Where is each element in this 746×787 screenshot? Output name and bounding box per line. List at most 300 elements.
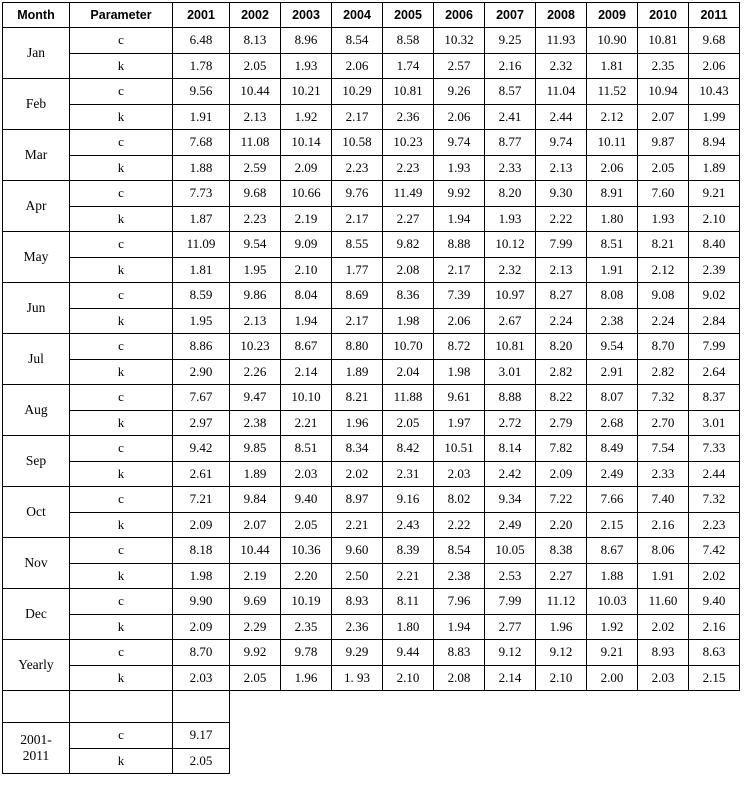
value-cell: 9.76	[332, 181, 383, 207]
header-year: 2001	[173, 3, 230, 28]
value-cell: 8.67	[587, 538, 638, 564]
value-cell: 2.22	[434, 512, 485, 538]
value-cell: 2.03	[638, 665, 689, 691]
value-cell: 2.35	[638, 53, 689, 79]
value-cell: 2.33	[638, 461, 689, 487]
value-cell: 2.08	[383, 257, 434, 283]
value-cell: 9.68	[230, 181, 281, 207]
value-cell: 11.93	[536, 28, 587, 54]
blank-cell	[689, 748, 740, 774]
value-cell: 9.78	[281, 640, 332, 666]
value-cell: 9.26	[434, 79, 485, 105]
month-cell: Yearly	[3, 640, 70, 691]
month-cell: Mar	[3, 130, 70, 181]
month-cell: Feb	[3, 79, 70, 130]
value-cell: 2.08	[434, 665, 485, 691]
value-cell: 8.34	[332, 436, 383, 462]
value-cell: 2.32	[485, 257, 536, 283]
value-cell: 2.05	[230, 665, 281, 691]
value-cell: 8.96	[281, 28, 332, 54]
value-cell: 8.22	[536, 385, 587, 411]
value-cell: 2.06	[434, 308, 485, 334]
value-cell: 1.97	[434, 410, 485, 436]
blank-cell	[332, 723, 383, 749]
header-row	[3, 3, 740, 28]
value-cell: 9.54	[230, 232, 281, 258]
value-cell: 2.67	[485, 308, 536, 334]
value-cell: 7.33	[689, 436, 740, 462]
value-cell: 2.09	[173, 614, 230, 640]
value-cell: 2.27	[536, 563, 587, 589]
value-cell: 9.44	[383, 640, 434, 666]
value-cell: 1.93	[638, 206, 689, 232]
value-cell: 1.81	[173, 257, 230, 283]
value-cell: 8.20	[536, 334, 587, 360]
value-cell: 9.40	[689, 589, 740, 615]
blank-cell	[281, 748, 332, 774]
value-cell: 9.82	[383, 232, 434, 258]
value-cell: 8.21	[638, 232, 689, 258]
parameter-cell: k	[70, 748, 173, 774]
header-parameter: Parameter	[70, 3, 173, 28]
table-row	[3, 104, 740, 130]
value-cell: 2.23	[689, 512, 740, 538]
value-cell: 2.36	[332, 614, 383, 640]
table-row	[3, 181, 740, 207]
value-cell: 8.55	[332, 232, 383, 258]
value-cell: 2.39	[689, 257, 740, 283]
value-cell: 2.33	[485, 155, 536, 181]
value-cell: 10.05	[485, 538, 536, 564]
value-cell: 1.89	[332, 359, 383, 385]
value-cell: 10.51	[434, 436, 485, 462]
blank-cell	[434, 723, 485, 749]
value-cell: 1.81	[587, 53, 638, 79]
value-cell: 8.72	[434, 334, 485, 360]
value-cell: 9.47	[230, 385, 281, 411]
value-cell: 2.21	[332, 512, 383, 538]
value-cell: 2.13	[536, 257, 587, 283]
header-year: 2002	[230, 3, 281, 28]
value-cell: 7.99	[536, 232, 587, 258]
value-cell: 2.38	[230, 410, 281, 436]
value-cell: 1.91	[587, 257, 638, 283]
value-cell: 2.17	[332, 104, 383, 130]
month-cell: Sep	[3, 436, 70, 487]
value-cell: 2.17	[332, 308, 383, 334]
table-row	[3, 206, 740, 232]
value-cell: 1.89	[230, 461, 281, 487]
value-cell: 9.29	[332, 640, 383, 666]
value-cell: 2.20	[281, 563, 332, 589]
value-cell: 2.09	[173, 512, 230, 538]
value-cell: 2.77	[485, 614, 536, 640]
value-cell: 8.20	[485, 181, 536, 207]
value-cell: 6.48	[173, 28, 230, 54]
value-cell: 2.23	[332, 155, 383, 181]
table-row	[3, 410, 740, 436]
value-cell: 11.08	[230, 130, 281, 156]
value-cell: 8.21	[332, 385, 383, 411]
value-cell: 10.43	[689, 79, 740, 105]
value-cell: 9.17	[173, 723, 230, 749]
empty-cell	[173, 691, 230, 723]
value-cell: 1. 93	[332, 665, 383, 691]
value-cell: 1.95	[230, 257, 281, 283]
value-cell: 2.13	[230, 308, 281, 334]
month-cell: Aug	[3, 385, 70, 436]
value-cell: 2.05	[383, 410, 434, 436]
blank-cell	[485, 691, 536, 723]
blank-cell	[434, 748, 485, 774]
value-cell: 1.98	[383, 308, 434, 334]
value-cell: 1.98	[434, 359, 485, 385]
value-cell: 2.44	[536, 104, 587, 130]
value-cell: 7.32	[638, 385, 689, 411]
value-cell: 2.53	[485, 563, 536, 589]
value-cell: 11.52	[587, 79, 638, 105]
value-cell: 8.63	[689, 640, 740, 666]
value-cell: 10.94	[638, 79, 689, 105]
value-cell: 2.61	[173, 461, 230, 487]
value-cell: 10.11	[587, 130, 638, 156]
blank-cell	[638, 748, 689, 774]
value-cell: 2.06	[332, 53, 383, 79]
value-cell: 2.17	[332, 206, 383, 232]
value-cell: 8.39	[383, 538, 434, 564]
parameter-cell: k	[70, 563, 173, 589]
value-cell: 8.57	[485, 79, 536, 105]
value-cell: 7.54	[638, 436, 689, 462]
value-cell: 2.23	[383, 155, 434, 181]
value-cell: 10.29	[332, 79, 383, 105]
parameter-cell: k	[70, 614, 173, 640]
value-cell: 2.20	[536, 512, 587, 538]
value-cell: 7.22	[536, 487, 587, 513]
value-cell: 2.03	[281, 461, 332, 487]
value-cell: 8.54	[434, 538, 485, 564]
value-cell: 2.35	[281, 614, 332, 640]
table-row	[3, 257, 740, 283]
summary-row	[3, 748, 740, 774]
blank-cell	[587, 723, 638, 749]
value-cell: 11.04	[536, 79, 587, 105]
month-cell: Dec	[3, 589, 70, 640]
parameter-cell: c	[70, 385, 173, 411]
value-cell: 7.68	[173, 130, 230, 156]
value-cell: 2.43	[383, 512, 434, 538]
value-cell: 2.38	[434, 563, 485, 589]
value-cell: 9.84	[230, 487, 281, 513]
value-cell: 8.97	[332, 487, 383, 513]
value-cell: 2.19	[281, 206, 332, 232]
month-cell: Apr	[3, 181, 70, 232]
value-cell: 9.21	[689, 181, 740, 207]
table-row	[3, 563, 740, 589]
value-cell: 1.88	[173, 155, 230, 181]
value-cell: 10.81	[485, 334, 536, 360]
value-cell: 1.93	[281, 53, 332, 79]
month-cell: Jun	[3, 283, 70, 334]
value-cell: 7.32	[689, 487, 740, 513]
month-cell: Oct	[3, 487, 70, 538]
header-year: 2007	[485, 3, 536, 28]
blank-cell	[485, 723, 536, 749]
blank-cell	[434, 691, 485, 723]
value-cell: 2.12	[587, 104, 638, 130]
value-cell: 2.49	[485, 512, 536, 538]
table-row	[3, 512, 740, 538]
value-cell: 2.06	[587, 155, 638, 181]
table-row	[3, 385, 740, 411]
value-cell: 8.51	[281, 436, 332, 462]
value-cell: 2.36	[383, 104, 434, 130]
parameter-cell: c	[70, 28, 173, 54]
value-cell: 2.04	[383, 359, 434, 385]
value-cell: 2.15	[689, 665, 740, 691]
table-row	[3, 487, 740, 513]
value-cell: 2.13	[230, 104, 281, 130]
value-cell: 11.60	[638, 589, 689, 615]
value-cell: 1.91	[638, 563, 689, 589]
header-year: 2006	[434, 3, 485, 28]
value-cell: 1.91	[173, 104, 230, 130]
value-cell: 10.81	[638, 28, 689, 54]
header-year: 2003	[281, 3, 332, 28]
value-cell: 8.40	[689, 232, 740, 258]
value-cell: 2.90	[173, 359, 230, 385]
value-cell: 1.96	[281, 665, 332, 691]
parameter-cell: k	[70, 206, 173, 232]
blank-cell	[536, 748, 587, 774]
value-cell: 8.27	[536, 283, 587, 309]
empty-cell	[3, 691, 70, 723]
value-cell: 10.23	[383, 130, 434, 156]
value-cell: 2.70	[638, 410, 689, 436]
value-cell: 9.34	[485, 487, 536, 513]
header-month: Month	[3, 3, 70, 28]
table-row	[3, 359, 740, 385]
value-cell: 2.50	[332, 563, 383, 589]
value-cell: 8.83	[434, 640, 485, 666]
value-cell: 1.89	[689, 155, 740, 181]
value-cell: 2.17	[434, 257, 485, 283]
value-cell: 2.03	[434, 461, 485, 487]
value-cell: 10.36	[281, 538, 332, 564]
value-cell: 10.23	[230, 334, 281, 360]
value-cell: 9.69	[230, 589, 281, 615]
value-cell: 1.94	[434, 614, 485, 640]
value-cell: 8.70	[173, 640, 230, 666]
blank-cell	[587, 691, 638, 723]
value-cell: 1.94	[281, 308, 332, 334]
value-cell: 2.44	[689, 461, 740, 487]
value-cell: 2.57	[434, 53, 485, 79]
value-cell: 11.09	[173, 232, 230, 258]
value-cell: 2.14	[485, 665, 536, 691]
blank-cell	[689, 691, 740, 723]
value-cell: 8.07	[587, 385, 638, 411]
value-cell: 8.67	[281, 334, 332, 360]
value-cell: 10.12	[485, 232, 536, 258]
value-cell: 2.21	[281, 410, 332, 436]
value-cell: 11.88	[383, 385, 434, 411]
value-cell: 9.21	[587, 640, 638, 666]
table-row	[3, 334, 740, 360]
header-year: 2011	[689, 3, 740, 28]
value-cell: 8.86	[173, 334, 230, 360]
value-cell: 8.94	[689, 130, 740, 156]
weibull-parameter-table-container	[2, 2, 740, 774]
blank-cell	[332, 691, 383, 723]
value-cell: 2.16	[689, 614, 740, 640]
table-row	[3, 436, 740, 462]
table-row	[3, 130, 740, 156]
value-cell: 2.41	[485, 104, 536, 130]
value-cell: 10.70	[383, 334, 434, 360]
value-cell: 10.19	[281, 589, 332, 615]
value-cell: 10.97	[485, 283, 536, 309]
value-cell: 1.78	[173, 53, 230, 79]
parameter-cell: k	[70, 104, 173, 130]
table-row	[3, 53, 740, 79]
value-cell: 9.90	[173, 589, 230, 615]
value-cell: 9.74	[536, 130, 587, 156]
value-cell: 10.32	[434, 28, 485, 54]
parameter-cell: k	[70, 461, 173, 487]
value-cell: 2.09	[281, 155, 332, 181]
value-cell: 10.21	[281, 79, 332, 105]
value-cell: 2.82	[638, 359, 689, 385]
value-cell: 2.06	[689, 53, 740, 79]
header-year: 2010	[638, 3, 689, 28]
value-cell: 2.10	[536, 665, 587, 691]
value-cell: 9.85	[230, 436, 281, 462]
value-cell: 2.02	[332, 461, 383, 487]
value-cell: 2.49	[587, 461, 638, 487]
parameter-cell: c	[70, 589, 173, 615]
parameter-cell: k	[70, 53, 173, 79]
month-cell: Jul	[3, 334, 70, 385]
value-cell: 1.80	[383, 614, 434, 640]
value-cell: 2.05	[230, 53, 281, 79]
value-cell: 2.09	[536, 461, 587, 487]
value-cell: 1.96	[536, 614, 587, 640]
value-cell: 9.92	[434, 181, 485, 207]
table-row	[3, 665, 740, 691]
value-cell: 10.66	[281, 181, 332, 207]
blank-cell	[638, 691, 689, 723]
value-cell: 1.93	[434, 155, 485, 181]
value-cell: 3.01	[689, 410, 740, 436]
value-cell: 1.98	[173, 563, 230, 589]
value-cell: 2.14	[281, 359, 332, 385]
value-cell: 9.92	[230, 640, 281, 666]
value-cell: 9.30	[536, 181, 587, 207]
value-cell: 9.16	[383, 487, 434, 513]
table-row	[3, 283, 740, 309]
table-row	[3, 155, 740, 181]
header-year: 2005	[383, 3, 434, 28]
value-cell: 9.56	[173, 79, 230, 105]
value-cell: 8.42	[383, 436, 434, 462]
value-cell: 9.54	[587, 334, 638, 360]
month-cell: Nov	[3, 538, 70, 589]
blank-cell	[332, 748, 383, 774]
value-cell: 2.10	[689, 206, 740, 232]
value-cell: 2.24	[638, 308, 689, 334]
table-row	[3, 589, 740, 615]
parameter-cell: k	[70, 359, 173, 385]
value-cell: 2.79	[536, 410, 587, 436]
value-cell: 8.93	[332, 589, 383, 615]
value-cell: 2.06	[434, 104, 485, 130]
value-cell: 1.88	[587, 563, 638, 589]
value-cell: 2.05	[173, 748, 230, 774]
value-cell: 2.12	[638, 257, 689, 283]
value-cell: 8.54	[332, 28, 383, 54]
value-cell: 2.42	[485, 461, 536, 487]
month-cell: Jan	[3, 28, 70, 79]
value-cell: 8.69	[332, 283, 383, 309]
value-cell: 10.14	[281, 130, 332, 156]
value-cell: 7.99	[689, 334, 740, 360]
table-row	[3, 28, 740, 54]
header-year: 2008	[536, 3, 587, 28]
summary-period-cell: 2001- 2011	[3, 723, 70, 774]
value-cell: 8.49	[587, 436, 638, 462]
value-cell: 2.68	[587, 410, 638, 436]
value-cell: 8.88	[485, 385, 536, 411]
parameter-cell: c	[70, 283, 173, 309]
value-cell: 8.38	[536, 538, 587, 564]
parameter-cell: k	[70, 512, 173, 538]
parameter-cell: k	[70, 308, 173, 334]
blank-cell	[230, 748, 281, 774]
value-cell: 7.60	[638, 181, 689, 207]
value-cell: 8.59	[173, 283, 230, 309]
value-cell: 9.86	[230, 283, 281, 309]
parameter-cell: c	[70, 436, 173, 462]
summary-spacer-row	[3, 691, 740, 723]
month-cell: May	[3, 232, 70, 283]
value-cell: 8.11	[383, 589, 434, 615]
parameter-cell: k	[70, 257, 173, 283]
value-cell: 10.90	[587, 28, 638, 54]
parameter-cell: k	[70, 155, 173, 181]
blank-cell	[383, 723, 434, 749]
table-row	[3, 614, 740, 640]
value-cell: 7.66	[587, 487, 638, 513]
value-cell: 2.07	[230, 512, 281, 538]
parameter-cell: c	[70, 79, 173, 105]
value-cell: 8.36	[383, 283, 434, 309]
value-cell: 1.94	[434, 206, 485, 232]
value-cell: 8.06	[638, 538, 689, 564]
blank-cell	[281, 691, 332, 723]
value-cell: 9.09	[281, 232, 332, 258]
parameter-cell: c	[70, 723, 173, 749]
value-cell: 1.74	[383, 53, 434, 79]
value-cell: 7.21	[173, 487, 230, 513]
value-cell: 2.19	[230, 563, 281, 589]
value-cell: 8.14	[485, 436, 536, 462]
parameter-cell: k	[70, 665, 173, 691]
value-cell: 10.44	[230, 538, 281, 564]
value-cell: 9.61	[434, 385, 485, 411]
value-cell: 7.39	[434, 283, 485, 309]
value-cell: 2.26	[230, 359, 281, 385]
